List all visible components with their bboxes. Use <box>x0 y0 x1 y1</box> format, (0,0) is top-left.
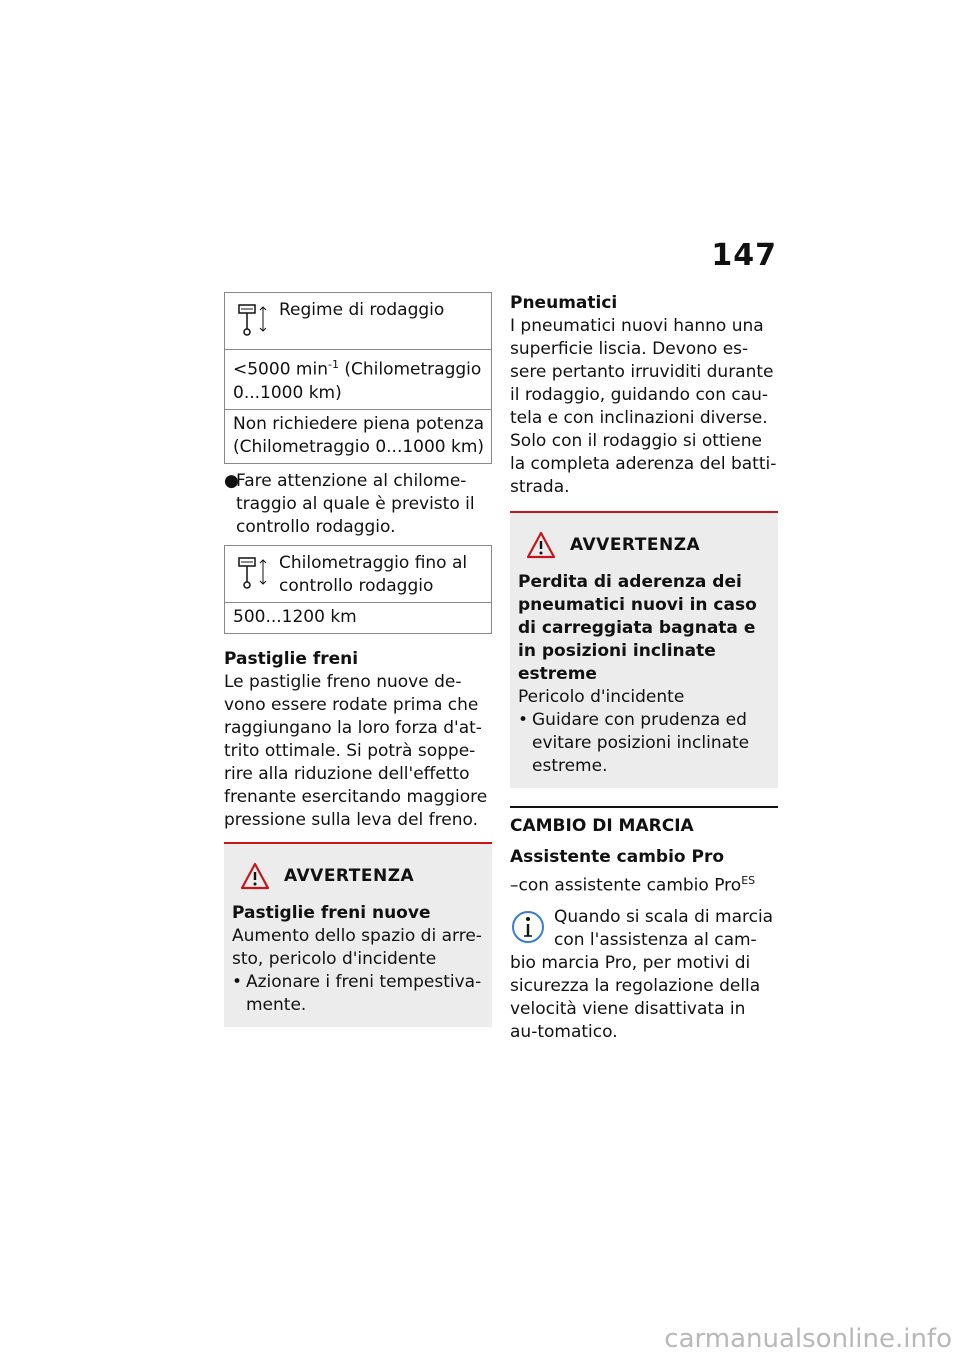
table-title: Regime di rodaggio <box>279 300 445 320</box>
table-header <box>225 546 491 603</box>
page-number: 147 <box>711 238 777 273</box>
gear-assistant-heading: Assistente cambio Pro <box>510 847 725 867</box>
warning-subtitle: Pastiglie freni nuove <box>232 902 431 923</box>
tyres-heading: Pneumatici <box>510 293 618 313</box>
piston-icon <box>233 299 273 339</box>
table-row: Non richiedere piena potenza (Chilometraggio 0...1000 km) <box>233 413 485 457</box>
info-icon <box>510 908 546 946</box>
right-column <box>510 292 778 1044</box>
watermark-text: carmanualsonline.info <box>664 1324 952 1354</box>
table-header <box>225 293 491 350</box>
tyres-paragraph: I pneumatici nuovi hanno una superficie liscia. Devono es-sere pertanto irruviditi durante il rodaggio, guidando con cau-tela e con inclinazioni diverse. Solo con il rodaggio si ottiene la completa aderenza del batti-strada. <box>510 316 777 497</box>
list-item: • Azionare i freni tempestiva-mente. <box>232 971 482 1015</box>
checkup-table <box>224 545 492 634</box>
warning-text: Pericolo d'incidente <box>518 687 685 707</box>
brakes-paragraph: Le pastiglie freno nuove de-vono essere rodate prima che raggiungano la loro forza d'at-trito ottimale. Si potrà soppe-rire alla riduzione dell'effetto frenante esercitando maggiore pressione sulla leva del freno. <box>224 671 488 830</box>
info-note: Quando si scala di marcia con l'assistenza al cam-bio marcia Pro, per motivi di sicurezza la regolazione della velocità viene disattivata in au-tomatico. <box>510 906 774 1042</box>
table-row: <5000 $\min^{-1}$ (Chilometraggio 0...1000 km) <box>225 350 491 410</box>
table-row: 500...1200 km <box>233 606 357 627</box>
left-column <box>224 292 492 1027</box>
list-item: • Guidare con prudenza ed evitare posizioni inclinate estreme. <box>518 710 750 776</box>
warning-label: AVVERTENZA <box>570 535 701 555</box>
warning-triangle-icon <box>526 531 556 559</box>
warning-label: AVVERTENZA <box>284 865 415 886</box>
warning-subtitle: Perdita di aderenza dei pneumatici nuovi in caso di carreggiata bagnata e in posizioni inclinate estreme <box>518 572 757 684</box>
piston-icon <box>233 552 273 592</box>
table-title: Chilometraggio fino al controllo rodaggio <box>279 552 468 596</box>
section-title: CAMBIO DI MARCIA <box>510 806 778 838</box>
running-in-table <box>224 292 492 464</box>
brakes-heading: Pastiglie freni <box>224 648 359 669</box>
warning-box <box>510 511 778 788</box>
equipment-note: –con assistente cambio Pro$^{ES}$ <box>510 874 756 896</box>
warning-box <box>224 842 492 1027</box>
warning-text: Aumento dello spazio di arre-sto, pericolo d'incidente <box>232 925 482 969</box>
warning-title <box>232 862 484 890</box>
list-item: ● Fare attenzione al chilome-traggio al quale è previsto il controllo rodaggio. <box>224 470 475 537</box>
warning-triangle-icon <box>240 862 270 890</box>
warning-title <box>518 531 770 559</box>
